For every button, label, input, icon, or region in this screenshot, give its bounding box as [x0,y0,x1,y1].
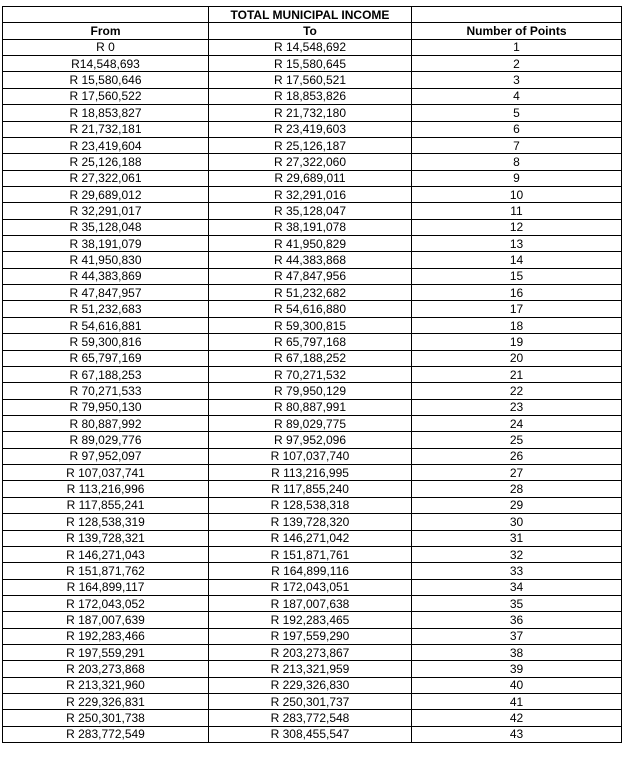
from-cell: R 67,188,253 [3,366,209,382]
table-row [3,170,622,186]
table-row [3,563,622,579]
points-cell: 32 [412,546,622,562]
points-cell: 16 [412,285,622,301]
points-cell: 20 [412,350,622,366]
to-cell: R 27,322,060 [209,154,412,170]
from-cell: R 0 [3,39,209,55]
table-row [3,137,622,153]
to-cell: R 21,732,180 [209,105,412,121]
table-row [3,448,622,464]
points-cell: 23 [412,399,622,415]
from-cell: R 65,797,169 [3,350,209,366]
table-row [3,399,622,415]
points-cell: 29 [412,497,622,513]
to-cell: R 70,271,532 [209,366,412,382]
points-cell: 24 [412,415,622,431]
from-cell: R 151,871,762 [3,563,209,579]
to-cell: R 44,383,868 [209,252,412,268]
table-row [3,39,622,55]
from-cell: R 23,419,604 [3,137,209,153]
to-cell: R 107,037,740 [209,448,412,464]
points-cell: 4 [412,88,622,104]
column-header-from: From [3,23,209,39]
table-row [3,154,622,170]
to-cell: R 14,548,692 [209,39,412,55]
points-cell: 41 [412,694,622,710]
to-cell: R 65,797,168 [209,334,412,350]
table-row [3,710,622,726]
table-row [3,236,622,252]
to-cell: R 89,029,775 [209,415,412,431]
table-row [3,595,622,611]
table-row [3,186,622,202]
from-cell: R 187,007,639 [3,612,209,628]
to-cell: R 54,616,880 [209,301,412,317]
from-cell: R 54,616,881 [3,317,209,333]
from-cell: R 117,855,241 [3,497,209,513]
table-row [3,88,622,104]
column-header-points: Number of Points [412,23,622,39]
table-row [3,105,622,121]
table-row [3,497,622,513]
from-cell: R14,548,693 [3,56,209,72]
points-cell: 15 [412,268,622,284]
to-cell: R 308,455,547 [209,726,412,742]
points-cell: 11 [412,203,622,219]
to-cell: R 164,899,116 [209,563,412,579]
to-cell: R 113,216,995 [209,465,412,481]
to-cell: R 51,232,682 [209,285,412,301]
from-cell: R 44,383,869 [3,268,209,284]
municipal-income-points-table [2,6,622,743]
table-row [3,726,622,742]
table-row [3,432,622,448]
table-row [3,366,622,382]
to-cell: R 229,326,830 [209,677,412,693]
column-header-to: To [209,23,412,39]
from-cell: R 21,732,181 [3,121,209,137]
points-cell: 18 [412,317,622,333]
points-cell: 30 [412,514,622,530]
table-row [3,579,622,595]
points-cell: 7 [412,137,622,153]
from-cell: R 203,273,868 [3,661,209,677]
to-cell: R 29,689,011 [209,170,412,186]
points-cell: 33 [412,563,622,579]
table-row [3,219,622,235]
points-cell: 37 [412,628,622,644]
points-cell: 22 [412,383,622,399]
to-cell: R 128,538,318 [209,497,412,513]
points-cell: 26 [412,448,622,464]
to-cell: R 250,301,737 [209,694,412,710]
to-cell: R 117,855,240 [209,481,412,497]
from-cell: R 128,538,319 [3,514,209,530]
table-row [3,268,622,284]
from-cell: R 32,291,017 [3,203,209,219]
table-title-row [3,7,622,23]
table-row [3,334,622,350]
from-cell: R 107,037,741 [3,465,209,481]
from-cell: R 27,322,061 [3,170,209,186]
to-cell: R 32,291,016 [209,186,412,202]
points-cell: 31 [412,530,622,546]
from-cell: R 139,728,321 [3,530,209,546]
table-title: TOTAL MUNICIPAL INCOME [209,7,412,23]
to-cell: R 151,871,761 [209,546,412,562]
table-header-row [3,23,622,39]
to-cell: R 67,188,252 [209,350,412,366]
from-cell: R 25,126,188 [3,154,209,170]
to-cell: R 17,560,521 [209,72,412,88]
points-cell: 3 [412,72,622,88]
table-row [3,350,622,366]
points-cell: 12 [412,219,622,235]
table-title-spacer-right [412,7,622,23]
points-cell: 13 [412,236,622,252]
from-cell: R 18,853,827 [3,105,209,121]
to-cell: R 47,847,956 [209,268,412,284]
points-cell: 1 [412,39,622,55]
from-cell: R 192,283,466 [3,628,209,644]
table-row [3,285,622,301]
from-cell: R 164,899,117 [3,579,209,595]
from-cell: R 283,772,549 [3,726,209,742]
points-cell: 34 [412,579,622,595]
points-cell: 36 [412,612,622,628]
from-cell: R 80,887,992 [3,415,209,431]
to-cell: R 146,271,042 [209,530,412,546]
table-row [3,383,622,399]
to-cell: R 203,273,867 [209,645,412,661]
from-cell: R 89,029,776 [3,432,209,448]
from-cell: R 250,301,738 [3,710,209,726]
points-cell: 21 [412,366,622,382]
to-cell: R 23,419,603 [209,121,412,137]
table-title-spacer-left [3,7,209,23]
table-body [3,39,622,742]
to-cell: R 197,559,290 [209,628,412,644]
points-cell: 40 [412,677,622,693]
to-cell: R 213,321,959 [209,661,412,677]
table-row [3,121,622,137]
points-cell: 38 [412,645,622,661]
points-cell: 10 [412,186,622,202]
table-row [3,677,622,693]
table-row [3,546,622,562]
table-row [3,465,622,481]
points-cell: 2 [412,56,622,72]
points-cell: 35 [412,595,622,611]
from-cell: R 29,689,012 [3,186,209,202]
points-cell: 19 [412,334,622,350]
points-cell: 42 [412,710,622,726]
from-cell: R 229,326,831 [3,694,209,710]
points-cell: 14 [412,252,622,268]
from-cell: R 97,952,097 [3,448,209,464]
to-cell: R 18,853,826 [209,88,412,104]
to-cell: R 35,128,047 [209,203,412,219]
to-cell: R 41,950,829 [209,236,412,252]
table-row [3,694,622,710]
to-cell: R 15,580,645 [209,56,412,72]
points-cell: 25 [412,432,622,448]
table-row [3,628,622,644]
to-cell: R 97,952,096 [209,432,412,448]
points-cell: 8 [412,154,622,170]
from-cell: R 15,580,646 [3,72,209,88]
points-table-container [2,6,621,743]
from-cell: R 17,560,522 [3,88,209,104]
to-cell: R 80,887,991 [209,399,412,415]
to-cell: R 187,007,638 [209,595,412,611]
points-cell: 17 [412,301,622,317]
from-cell: R 172,043,052 [3,595,209,611]
from-cell: R 113,216,996 [3,481,209,497]
table-row [3,56,622,72]
points-cell: 43 [412,726,622,742]
table-row [3,72,622,88]
table-row [3,415,622,431]
from-cell: R 59,300,816 [3,334,209,350]
points-cell: 6 [412,121,622,137]
points-cell: 9 [412,170,622,186]
from-cell: R 41,950,830 [3,252,209,268]
table-row [3,481,622,497]
to-cell: R 172,043,051 [209,579,412,595]
to-cell: R 59,300,815 [209,317,412,333]
points-cell: 5 [412,105,622,121]
to-cell: R 283,772,548 [209,710,412,726]
table-row [3,612,622,628]
to-cell: R 38,191,078 [209,219,412,235]
points-cell: 39 [412,661,622,677]
table-row [3,317,622,333]
table-row [3,645,622,661]
from-cell: R 146,271,043 [3,546,209,562]
table-row [3,514,622,530]
points-cell: 27 [412,465,622,481]
from-cell: R 47,847,957 [3,285,209,301]
to-cell: R 25,126,187 [209,137,412,153]
table-row [3,661,622,677]
table-row [3,530,622,546]
from-cell: R 70,271,533 [3,383,209,399]
from-cell: R 213,321,960 [3,677,209,693]
to-cell: R 79,950,129 [209,383,412,399]
table-row [3,301,622,317]
to-cell: R 139,728,320 [209,514,412,530]
table-row [3,252,622,268]
table-row [3,203,622,219]
from-cell: R 79,950,130 [3,399,209,415]
from-cell: R 38,191,079 [3,236,209,252]
points-cell: 28 [412,481,622,497]
from-cell: R 197,559,291 [3,645,209,661]
to-cell: R 192,283,465 [209,612,412,628]
from-cell: R 35,128,048 [3,219,209,235]
from-cell: R 51,232,683 [3,301,209,317]
